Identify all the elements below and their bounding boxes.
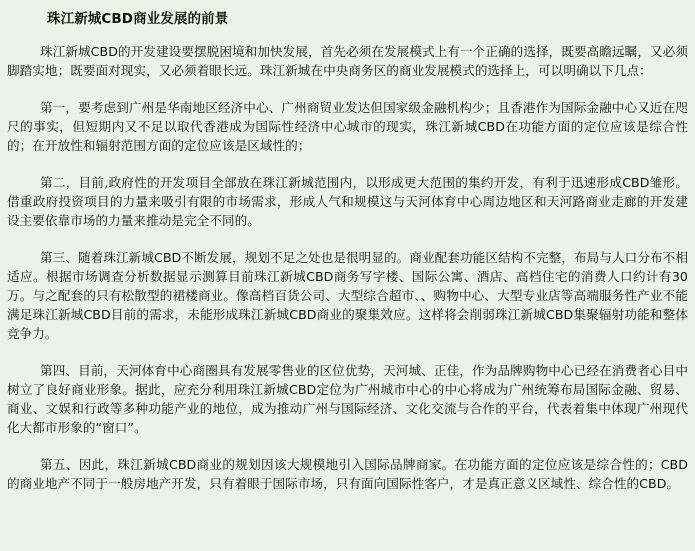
paragraph-point-3: 第三、随着珠江新城CBD不断发展，规划不足之处也是很明显的。商业配套功能区结构不完整，布局与人口分布不相适应。根据市场调查分析数据显示测算目前珠江新城CBD商务写字楼、国际公寓、酒店、高档住宅的消费人口约计有30万。与之配套的只有松散型的裙楼商业。像高档百货公司、大型综合超市、、购物中心、大型专业店等高端服务性产业不能满足珠江新城CBD目前的需求，未能形成珠江新城CBD商业的聚集效应。这样将会削弱珠江新城CBD集聚辐射功能和整体竞争力。 xyxy=(7,250,688,341)
paragraph-intro: 珠江新城CBD的开发建设要摆脱困境和加快发展，首先必须在发展模式上有一个正确的选择，既要高瞻远瞩，又必须脚踏实地；既要面对现实，又必须着眼长远。珠江新城在中央商务区的商业发展模式的选择上，可以明确以下几点： xyxy=(7,44,688,78)
paragraph-point-4: 第四、目前，天河体育中心商圈具有发展零售业的区位优势，天河城、正佳，作为品牌购物中心已经在消费者心目中树立了良好商业形象。据此，应充分利用珠江新城CBD定位为广州城市中心的中心将成为广州统筹布局国际金融、贸易、商业、文娱和行政等多种功能产业的地位，成为推动广州与国际经济、文化交流与合作的平台，代表着集中体现广州现代化大都市形象的“窗口”。 xyxy=(7,363,688,435)
article-title: 珠江新城CBD商业发展的前景 xyxy=(47,11,229,27)
paragraph-point-2: 第二，目前,政府性的开发项目全部放在珠江新城范围内，以形成更大范围的集约开发，有利于迅速形成CBD雏形。借重政府投资项目的力量来吸引有限的市场需求，形成人气和规模这与天河体育中心周边地区和天河路商业走廊的开发建设主要依靠市场的力量来推动是完全不同的。 xyxy=(7,175,688,228)
paragraph-point-5: 第五、因此，珠江新城CBD商业的规划因该大规模地引入国际品牌商家。在功能方面的定位应该是综合性的；CBD的商业地产不同于一般房地产开发，只有着眼于国际市场，只有面向国际性客户，才是真正意义区域性、综合性的CBD。 xyxy=(7,457,688,491)
paragraph-point-1: 第一，要考虑到广州是华南地区经济中心、广州商贸业发达但国家级金融机构少；且香港作为国际金融中心又近在咫尺的事实，但短期内又不足以取代香港成为国际性经济中心城市的现实，珠江新城CBD在功能方面的定位应该是综合性的；在开放性和辐射范围方面的定位应该是区域性的； xyxy=(7,100,688,153)
